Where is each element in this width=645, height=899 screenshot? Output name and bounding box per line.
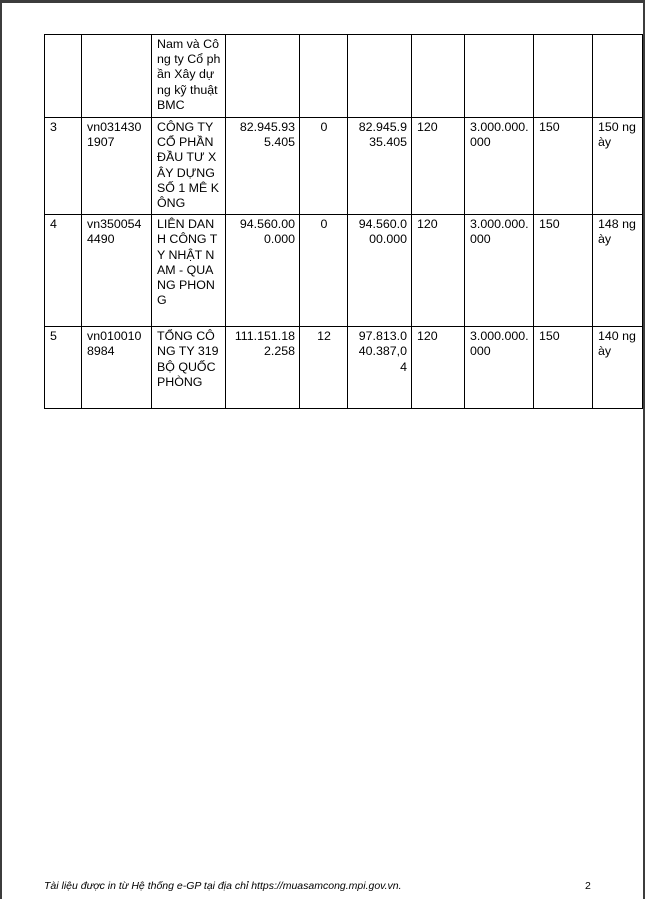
row-number: 5 <box>45 327 82 409</box>
bidder-name: TỔNG CÔNG TY 319 BỘ QUỐC PHÒNG <box>152 327 226 409</box>
guarantee-value: 3.000.000.000 <box>465 215 534 327</box>
tax-code: vn3500544490 <box>82 215 152 327</box>
tax-code: vn0100108984 <box>82 327 152 409</box>
validity-value: 120 <box>412 118 465 215</box>
bidder-name: Nam và Công ty Cổ phần Xây dựng kỹ thuật BMC <box>152 35 226 118</box>
guarantee-value <box>465 35 534 118</box>
page-top-border <box>0 0 645 3</box>
tax-code <box>82 35 152 118</box>
bid-price: 94.560.000.000 <box>226 215 300 327</box>
bidder-name: LIÊN DANH CÔNG TY NHẬT NAM - QUANG PHONG <box>152 215 226 327</box>
guarantee-days: 150 <box>534 215 593 327</box>
tax-code: vn0314301907 <box>82 118 152 215</box>
discount-rate <box>300 35 348 118</box>
discount-rate: 12 <box>300 327 348 409</box>
table-row <box>45 215 643 327</box>
final-price: 82.945.935.405 <box>348 118 412 215</box>
execution-time <box>593 35 643 118</box>
bidder-table <box>44 34 643 409</box>
table-row <box>45 118 643 215</box>
guarantee-days: 150 <box>534 327 593 409</box>
guarantee-days: 150 <box>534 118 593 215</box>
bid-price: 82.945.935.405 <box>226 118 300 215</box>
guarantee-value: 3.000.000.000 <box>465 118 534 215</box>
guarantee-value: 3.000.000.000 <box>465 327 534 409</box>
execution-time: 150 ngày <box>593 118 643 215</box>
table-row <box>45 35 643 118</box>
discount-rate: 0 <box>300 215 348 327</box>
guarantee-days <box>534 35 593 118</box>
bidder-name: CÔNG TY CỔ PHẦN ĐẦU TƯ XÂY DỰNG SỐ 1 MÊ KÔNG <box>152 118 226 215</box>
page-number: 2 <box>585 880 591 892</box>
row-number: 3 <box>45 118 82 215</box>
row-number: 4 <box>45 215 82 327</box>
table-row <box>45 327 643 409</box>
validity-value: 120 <box>412 327 465 409</box>
footer-source-note: Tài liệu được in từ Hệ thống e-GP tại địa chỉ https://muasamcong.mpi.gov.vn. <box>44 880 402 892</box>
row-number <box>45 35 82 118</box>
execution-time: 140 ngày <box>593 327 643 409</box>
page-left-border <box>0 0 2 899</box>
validity-value <box>412 35 465 118</box>
final-price <box>348 35 412 118</box>
final-price: 94.560.000.000 <box>348 215 412 327</box>
execution-time: 148 ngày <box>593 215 643 327</box>
bid-price: 111.151.182.258 <box>226 327 300 409</box>
validity-value: 120 <box>412 215 465 327</box>
bid-price <box>226 35 300 118</box>
discount-rate: 0 <box>300 118 348 215</box>
final-price: 97.813.040.387,04 <box>348 327 412 409</box>
